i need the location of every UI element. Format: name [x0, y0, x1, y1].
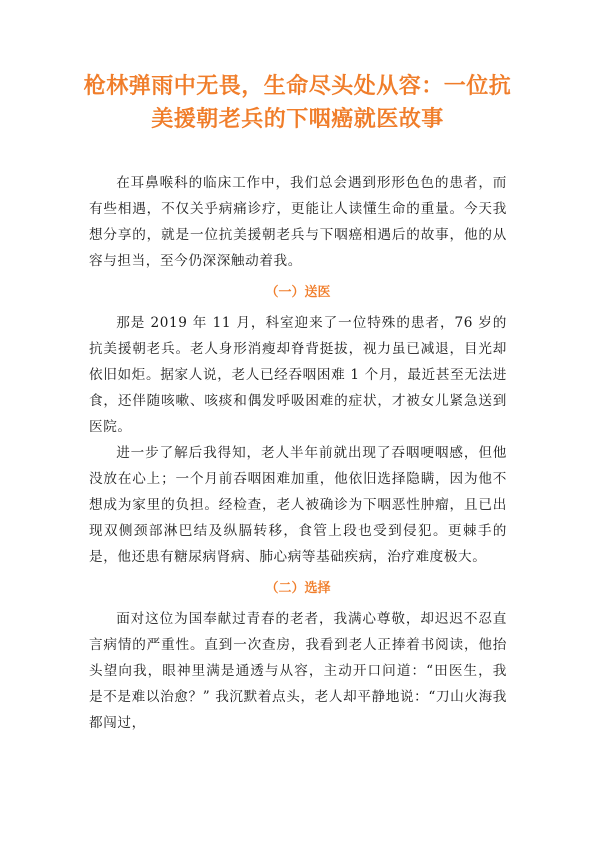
- document-body: [89, 170, 507, 736]
- section-heading-1: （一）送医: [265, 285, 331, 300]
- section-2-paragraph-1: 面对这位为国奉献过青春的老者，我满心尊敬，却迟迟不忍直言病情的严重性。直到一次查房，我看到老人正捧着书阅读，他抬头望向我，眼神里满是通透与从容，主动开口问道：“田医生，我是不是难以治愈？” 我沉默着点头，老人却平静地说：“刀山火海我都闯过，: [89, 611, 507, 731]
- section-1-paragraph-2: 进一步了解后我得知，老人半年前就出现了吞咽哽咽感，但他没放在心上；一个月前吞咽困难加重，他依旧选择隐瞒，因为他不想成为家里的负担。经检查，老人被确诊为下咽恶性肿瘤，且已出现双侧颈部淋巴结及纵膈转移，食管上段也受到侵犯。更棘手的是，他还患有糖尿病肾病、肺心病等基础疾病，治疗难度极大。: [89, 445, 507, 565]
- section-heading-2: （二）选择: [265, 581, 331, 596]
- document-title: 枪林弹雨中无畏，生命尽头处从容：一位抗美援朝老兵的下咽癌就医故事: [83, 74, 512, 132]
- section-1-paragraph-1: 那是 2019 年 11 月，科室迎来了一位特殊的患者，76 岁的抗美援朝老兵。老人身形消瘦却脊背挺拔，视力虽已减退，目光却依旧如炬。据家人说，老人已经吞咽困难 1 个月，最近甚至无法进食，还伴随咳嗽、咳痰和偶发呼吸困难的症状，才被女儿紧急送到医院。: [89, 315, 507, 435]
- intro-paragraph: 在耳鼻喉科的临床工作中，我们总会遇到形形色色的患者，而有些相遇，不仅关乎病痛诊疗，更能让人读懂生命的重量。今天我想分享的，就是一位抗美援朝老兵与下咽癌相遇后的故事，他的从容与担当，至今仍深深触动着我。: [89, 175, 507, 269]
